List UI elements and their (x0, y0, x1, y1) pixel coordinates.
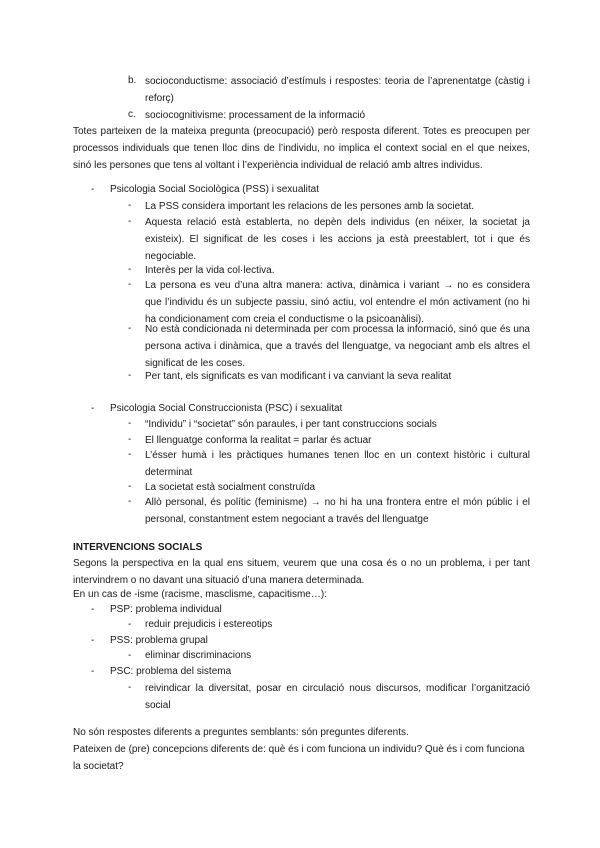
pss-title: Psicologia Social Sociològica (PSS) i sexualitat (110, 184, 319, 195)
group-label-psp: PSP: problema individual (110, 604, 222, 615)
intro-paragraph (73, 123, 530, 175)
bullet-dash: - (128, 200, 132, 211)
psc-item (145, 447, 530, 481)
psc-item-text: “Individu” i “societat” són paraules, i per tant construccions socials (145, 419, 437, 430)
psc-item (145, 416, 530, 433)
bullet-dash: - (91, 403, 95, 414)
list-item-c (145, 107, 530, 124)
list-item-text: socioconductisme: associació d’estímuls i respostes: teoria de l’aprenentatge (càstig i reforç) (145, 76, 530, 104)
closing-paragraph (73, 741, 530, 775)
section-heading (73, 540, 202, 556)
bullet-dash: - (128, 650, 132, 661)
group-sub-psc (145, 680, 530, 714)
bullet-dash: - (128, 279, 132, 290)
case-line: En un cas de -isme (racisme, masclisme, capacitisme…): (73, 589, 327, 600)
pss-item-text: La PSS considera important les relacions de les persones amb la societat. (145, 201, 475, 212)
pss-item-text: Interès per la vida col·lectiva. (145, 265, 275, 276)
bullet-dash: - (91, 666, 95, 677)
bullet-dash: - (128, 264, 132, 275)
pss-item (145, 321, 530, 373)
psc-item (145, 494, 530, 528)
pss-item-text: Aquesta relació està establerta, no depèn dels individus (en néixer, la societat ja existeix). El significat de les coses i les accions ja està preestablert, tot i que és negociable. (145, 217, 530, 263)
group-label-psc: PSC: problema del sistema (110, 666, 232, 677)
bullet-dash: - (128, 434, 132, 445)
bullet-dash: - (128, 418, 132, 429)
group-sub-pss: eliminar discriminacions (145, 650, 252, 661)
bullet-dash: - (91, 184, 95, 195)
psc-item-text: Allò personal, és polític (feminisme) → no hi ha una frontera entre el món públic i el personal, constantment estem negociant a través del llenguatge (145, 497, 530, 526)
group-sub-psp: reduir prejudicis i estereotips (145, 619, 273, 630)
pss-item-text: Per tant, els significats es van modificant i va canviant la seva realitat (145, 371, 452, 382)
closing-paragraph-text: Pateixen de (pre) concepcions diferents de: què és i com funciona un individu? Què és i com funciona la societat? (73, 744, 525, 773)
intro-paragraph-text: Totes parteixen de la mateixa pregunta (preocupació) però resposta diferent. Totes es preocupen per processos individuals que tenen lloc dins de l’individu, no implica el context social en el que neixes, sinó les persones que tens al voltant i l’experiència individual de relació amb altres individus. (73, 126, 530, 172)
closing-line-1: No són respostes diferents a preguntes semblants: són preguntes diferents. (73, 727, 409, 738)
list-item-text: sociocognitivisme: processament de la informació (145, 110, 366, 121)
pss-item-text: La persona es veu d’una altra manera: activa, dinàmica i variant → no es considera que l’individu és un subjecte passiu, sinó actiu, vol entendre el món activament (no hi ha condicionament com creia el conductisme o la psicoanàlisi). (145, 280, 530, 326)
section-heading-text: INTERVENCIONS SOCIALS (73, 542, 203, 553)
pss-item (145, 368, 530, 385)
bullet-dash: - (128, 370, 132, 381)
list-marker-c: c. (128, 109, 136, 120)
bullet-dash: - (128, 619, 132, 630)
pss-item (145, 198, 530, 215)
group-sub-psc-text: reivindicar la diversitat, posar en circulació nous discursos, modificar l’organització social (145, 683, 530, 712)
psc-item-text: L’ésser humà i les pràctiques humanes tenen lloc en un context històric i cultural determinat (145, 450, 530, 479)
pss-item (145, 214, 530, 266)
bullet-dash: - (91, 635, 95, 646)
bullet-dash: - (128, 216, 132, 227)
group-label-pss: PSS: problema grupal (110, 635, 208, 646)
bullet-dash: - (128, 496, 132, 507)
psc-title: Psicologia Social Construccionista (PSC) i sexualitat (110, 403, 343, 414)
interventions-paragraph (73, 555, 530, 589)
bullet-dash: - (128, 449, 132, 460)
bullet-dash: - (128, 682, 132, 693)
psc-item-text: La societat està socialment construïda (145, 482, 316, 493)
bullet-dash: - (91, 604, 95, 615)
interventions-paragraph-text: Segons la perspectiva en la qual ens situem, veurem que una cosa és o no un problema, i per tant intervindrem o no davant una situació d’una manera determinada. (73, 558, 530, 587)
pss-item-text: No està condicionada ni determinada per com processa la informació, sinó que és una persona activa i dinàmica, que a través del llenguatge, va negociant amb els altres el significat de les coses. (145, 324, 530, 370)
bullet-dash: - (128, 323, 132, 334)
bullet-dash: - (128, 481, 132, 492)
list-item-b (145, 73, 530, 107)
list-marker-b: b. (128, 75, 137, 86)
psc-item-text: El llenguatge conforma la realitat = parlar és actuar (145, 435, 372, 446)
